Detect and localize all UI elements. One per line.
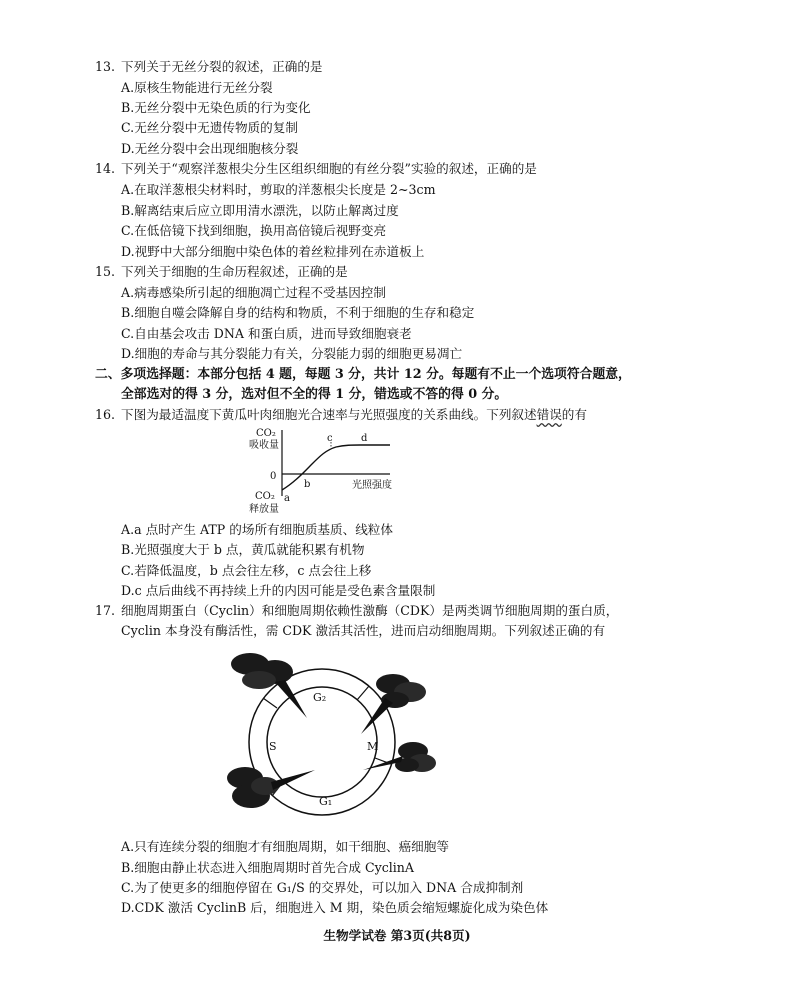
chart-x-label: 光照强度 <box>352 480 392 491</box>
divider-g2-m <box>357 686 369 700</box>
chart-y-top-label-2: 吸收量 <box>249 440 279 451</box>
q17-stem-line1 <box>95 602 618 620</box>
chart-point-d: d <box>361 433 368 444</box>
q13-option-a: A.原核生物能进行无丝分裂 <box>121 80 273 95</box>
q14-option-a: A.在取洋葱根尖材料时，剪取的洋葱根尖长度是 2~3cm <box>121 182 436 197</box>
chart-zero-label: 0 <box>270 471 277 482</box>
q14-number: 14. <box>95 161 116 176</box>
q13-stem-text: 下列关于无丝分裂的叙述，正确的是 <box>121 59 323 74</box>
chart-point-b: b <box>304 479 311 490</box>
section2-heading: 二、多项选择题：本部分包括 4 题，每题 3 分，共计 12 分。每题有不止一个选项符合题意， <box>95 367 631 382</box>
q16-option-a: A.a 点时产生 ATP 的场所有细胞质基质、线粒体 <box>121 522 393 537</box>
chart-y-bottom-label-1: CO₂ <box>255 491 275 502</box>
q14-option-c: C.在低倍镜下找到细胞，换用高倍镜后视野变亮 <box>121 223 387 238</box>
q15-option-b: B.细胞自噬会降解自身的结构和物质，不利于细胞的生存和稳定 <box>121 305 475 320</box>
q17-option-b: B.细胞由静止状态进入细胞周期时首先合成 CyclinA <box>121 860 415 875</box>
q13-option-d: D.无丝分裂中会出现细胞核分裂 <box>121 141 299 156</box>
q16-stem <box>95 406 587 424</box>
q13-option-b: B.无丝分裂中无染色质的行为变化 <box>121 100 311 115</box>
q15-stem <box>95 263 348 281</box>
phase-label-g2: G₂ <box>313 691 327 704</box>
q16-stem-text: 下图为最适温度下黄瓜叶肉细胞光合速率与光照强度的关系曲线。下列叙述 <box>121 407 537 422</box>
q13-stem <box>95 58 323 76</box>
q17-cell-cycle-diagram <box>215 648 445 823</box>
q16-option-d: D.c 点后曲线不再持续上升的内因可能是受色素含量限制 <box>121 583 436 598</box>
q14-stem <box>95 160 537 178</box>
chart-y-top-label-1: CO₂ <box>256 428 276 439</box>
page-footer: 生物学试卷 第3页(共8页) <box>323 928 471 943</box>
phase-label-m: M <box>367 740 379 753</box>
phase-label-g1: G₁ <box>319 795 333 808</box>
q15-option-d: D.细胞的寿命与其分裂能力有关，分裂能力弱的细胞更易凋亡 <box>121 346 463 361</box>
q17-number: 17. <box>95 603 116 618</box>
q15-option-a: A.病毒感染所引起的细胞凋亡过程不受基因控制 <box>121 285 386 300</box>
divider-s-g2 <box>263 698 277 708</box>
q14-stem-text: 下列关于“观察洋葱根尖分生区组织细胞的有丝分裂”实验的叙述，正确的是 <box>121 161 537 176</box>
q17-option-d: D.CDK 激活 CyclinB 后，细胞进入 M 期，染色质会缩短螺旋化成为染色体 <box>121 900 549 915</box>
section2-scoring: 全部选对的得 3 分，选对但不全的得 1 分，错选或不答的得 0 分。 <box>121 387 508 402</box>
cdk-cyclin-complex-bottom-left <box>227 767 315 808</box>
q16-emphasis: 错误 <box>536 407 562 422</box>
phase-label-s: S <box>269 740 277 753</box>
chart-point-a: a <box>284 493 290 504</box>
q16-stem-tail: 的有 <box>561 407 587 422</box>
cdk-cyclin-complex-top-left <box>231 653 307 718</box>
q17-option-c: C.为了使更多的细胞停留在 G₁/S 的交界处，可以加入 DNA 合成抑制剂 <box>121 880 524 895</box>
q14-option-d: D.视野中大部分细胞中染色体的着丝粒排列在赤道板上 <box>121 244 425 259</box>
q16-light-curve-chart <box>240 424 410 520</box>
q15-number: 15. <box>95 264 116 279</box>
chart-y-bottom-label-2: 释放量 <box>249 504 279 515</box>
q17-option-a: A.只有连续分裂的细胞才有细胞周期，如干细胞、癌细胞等 <box>121 839 449 854</box>
q13-option-c: C.无丝分裂中无遗传物质的复制 <box>121 120 298 135</box>
q13-number: 13. <box>95 59 116 74</box>
q17-stem-text-1: 细胞周期蛋白（Cyclin）和细胞周期依赖性激酶（CDK）是两类调节细胞周期的蛋白质， <box>121 603 619 618</box>
q16-option-b: B.光照强度大于 b 点，黄瓜就能积累有机物 <box>121 542 365 557</box>
q16-option-c: C.若降低温度，b 点会往左移，c 点会往上移 <box>121 563 372 578</box>
chart-point-c: c <box>327 433 333 444</box>
q14-option-b: B.解离结束后应立即用清水漂洗，以防止解离过度 <box>121 203 399 218</box>
q16-number: 16. <box>95 407 116 422</box>
q15-option-c: C.自由基会攻击 DNA 和蛋白质，进而导致细胞衰老 <box>121 326 412 341</box>
q15-stem-text: 下列关于细胞的生命历程叙述，正确的是 <box>121 264 348 279</box>
q17-stem-line2: Cyclin 本身没有酶活性，需 CDK 激活其活性，进而启动细胞周期。下列叙述正确的有 <box>121 623 606 638</box>
